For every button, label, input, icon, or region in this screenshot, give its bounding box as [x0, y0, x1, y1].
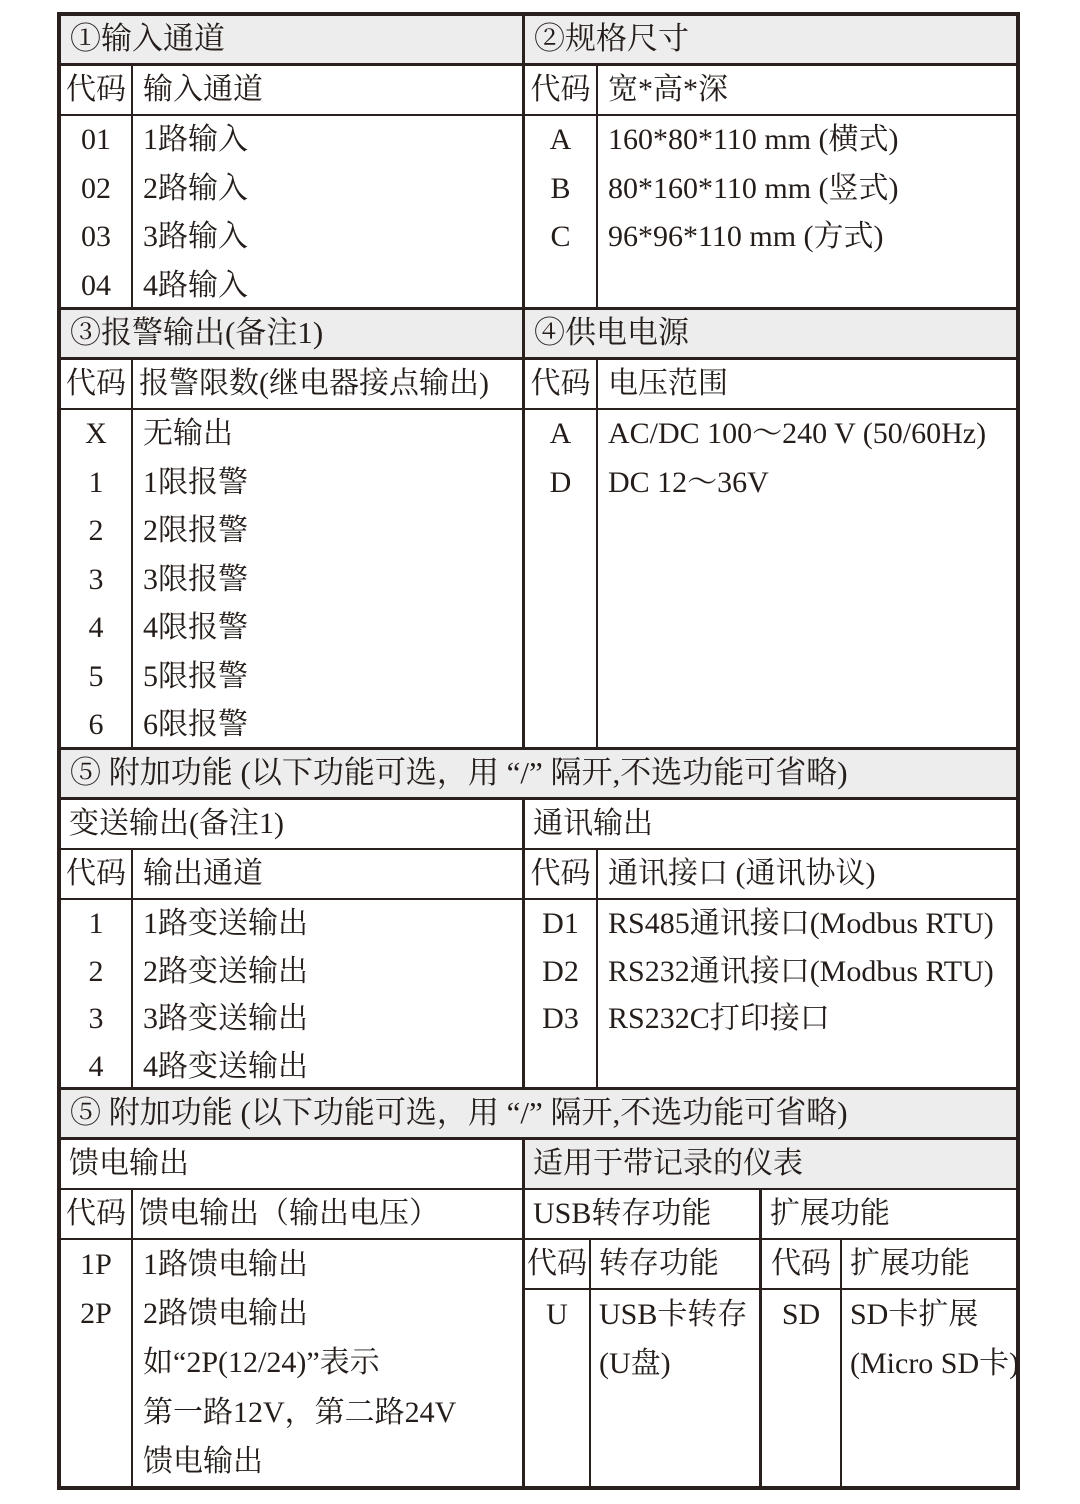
s5a-row-code: 3	[88, 1002, 104, 1035]
s5b-row-code: 2P	[80, 1297, 112, 1331]
s5b-left-code-header: 代码	[61, 1190, 133, 1238]
s3-row-code: 1	[88, 465, 104, 499]
section-header-row-3-4	[61, 310, 1016, 360]
s1-row-desc: 4路输入	[143, 268, 248, 302]
s5b-row-desc: 1路馈电输出	[143, 1248, 308, 1281]
s5a-comm-desc: RS232通讯接口(Modbus RTU)	[608, 954, 994, 988]
s5a-row-desc: 3路变送输出	[143, 1002, 308, 1035]
s5a-subheader-row	[61, 850, 1016, 900]
s3-row-desc: 2限报警	[143, 514, 248, 547]
s4-row-desc: DC 12～36V	[608, 465, 769, 499]
section5a-header-row	[61, 750, 1016, 800]
s2-row-code: B	[550, 171, 571, 205]
s5a-right-desc-header: 通讯接口 (通讯协议)	[608, 857, 876, 890]
ordering-spec-table	[57, 12, 1020, 1490]
body-row-5b	[61, 1240, 1020, 1486]
s3-row-desc: 4限报警	[143, 611, 248, 644]
s4-row-code: D	[549, 465, 572, 499]
s1-row-desc: 2路输入	[143, 171, 248, 205]
s3-code-header: 代码	[61, 360, 133, 408]
section2-title: ②规格尺寸	[525, 16, 1016, 63]
s5b-row-desc: 第一路12V，第二路24V	[143, 1395, 457, 1429]
s3-row-code: 3	[88, 562, 104, 596]
ext-code-header: 代码	[762, 1240, 840, 1290]
s3-row-code: X	[85, 417, 107, 450]
body-row-5a	[61, 900, 1016, 1090]
s3-row-code: 5	[88, 659, 104, 693]
usb-section-header: USB转存功能	[533, 1197, 712, 1230]
s5a-comm-code: D1	[542, 907, 579, 940]
section5b-header-row	[61, 1090, 1016, 1140]
section5b-title: ⑤ 附加功能 (以下功能可选，用 “/” 隔开,不选功能可省略)	[61, 1090, 1016, 1137]
usb-desc-line: (U盘)	[599, 1347, 671, 1381]
ext-code: SD	[781, 1298, 821, 1331]
s5b-row-desc: 馈电输出	[143, 1444, 263, 1478]
usb-code-header: 代码	[525, 1240, 589, 1290]
s1-row-code: 01	[81, 123, 111, 156]
usb-desc-line: USB卡转存	[599, 1298, 748, 1331]
s2-row-desc: 160*80*110 mm (横式)	[608, 123, 899, 156]
s1-row-code: 02	[81, 171, 111, 205]
s3-row-desc: 5限报警	[143, 659, 248, 693]
section3-title: ③报警输出(备注1)	[61, 310, 522, 357]
s3-row-code: 6	[88, 708, 104, 741]
s5a-comm-desc: RS485通讯接口(Modbus RTU)	[608, 907, 994, 940]
s5a-row-desc: 2路变送输出	[143, 954, 308, 988]
s5a-right-code-header: 代码	[525, 850, 598, 898]
s5a-subtitle-row	[61, 800, 1016, 850]
s5b-left-subtitle: 馈电输出	[69, 1147, 189, 1180]
ext-desc-line: SD卡扩展	[850, 1298, 979, 1331]
s5a-row-code: 4	[88, 1049, 104, 1083]
s2-row-desc: 80*160*110 mm (竖式)	[608, 171, 899, 205]
s2-row-code: C	[550, 220, 571, 253]
ext-section-header: 扩展功能	[770, 1197, 890, 1230]
section5a-title: ⑤ 附加功能 (以下功能可选，用 “/” 隔开,不选功能可省略)	[61, 750, 1016, 797]
s5b-subtitle-row	[61, 1140, 1016, 1190]
s1-row-code: 04	[81, 268, 111, 302]
section-header-row-1-2	[61, 16, 1016, 66]
usb-desc-header: 转存功能	[591, 1240, 759, 1290]
s5b-left-desc-header: 馈电输出（输出电压）	[139, 1197, 439, 1230]
s5b-right-subtitle: 适用于带记录的仪表	[533, 1147, 803, 1180]
s5a-comm-desc: RS232C打印接口	[608, 1002, 830, 1035]
s3-row-desc: 无输出	[143, 417, 233, 450]
body-row-3-4	[61, 410, 1016, 750]
subheader-row-3-4	[61, 360, 1016, 410]
s5b-row-code: 1P	[80, 1248, 112, 1281]
s3-row-code: 2	[88, 514, 104, 547]
s1-row-desc: 1路输入	[143, 123, 248, 156]
s5a-row-code: 1	[88, 907, 104, 940]
s5a-left-code-header: 代码	[61, 850, 133, 898]
s5a-row-desc: 1路变送输出	[143, 907, 308, 940]
s4-desc-header: 电压范围	[608, 367, 728, 400]
s2-code-header: 代码	[525, 66, 598, 114]
s5a-comm-code: D3	[542, 1002, 579, 1035]
usb-code: U	[546, 1298, 568, 1331]
s2-row-code: A	[549, 123, 572, 156]
subheader-row-1-2	[61, 66, 1016, 116]
s4-row-code: A	[549, 417, 572, 450]
s3-row-desc: 3限报警	[143, 562, 248, 596]
ext-desc-header: 扩展功能	[842, 1240, 1019, 1290]
s5a-left-subtitle: 变送输出(备注1)	[69, 807, 284, 840]
s4-code-header: 代码	[525, 360, 598, 408]
s3-row-desc: 1限报警	[143, 465, 248, 499]
s5a-right-subtitle: 通讯输出	[533, 807, 653, 840]
s5b-row-desc: 如“2P(12/24)”表示	[143, 1346, 380, 1380]
s5a-row-code: 2	[88, 954, 104, 988]
section1-title: ①输入通道	[61, 16, 522, 63]
s5a-row-desc: 4路变送输出	[143, 1049, 308, 1083]
s5a-comm-code: D2	[542, 954, 579, 988]
s1-row-desc: 3路输入	[143, 220, 248, 253]
body-row-1-2	[61, 116, 1016, 310]
s3-row-desc: 6限报警	[143, 708, 248, 741]
ext-desc-line: (Micro SD卡)	[850, 1347, 1020, 1381]
s1-desc-header: 输入通道	[143, 73, 263, 106]
s5b-subheader-row	[61, 1190, 1016, 1240]
s1-row-code: 03	[81, 220, 111, 253]
s1-code-header: 代码	[61, 66, 133, 114]
s3-row-code: 4	[88, 611, 104, 644]
s2-row-desc: 96*96*110 mm (方式)	[608, 220, 884, 253]
s5a-left-desc-header: 输出通道	[143, 857, 263, 890]
section4-title: ④供电电源	[525, 310, 1016, 357]
s2-desc-header: 宽*高*深	[608, 73, 728, 106]
s4-row-desc: AC/DC 100～240 V (50/60Hz)	[608, 417, 987, 450]
s3-desc-header: 报警限数(继电器接点输出)	[139, 367, 489, 400]
s5b-row-desc: 2路馈电输出	[143, 1297, 308, 1331]
